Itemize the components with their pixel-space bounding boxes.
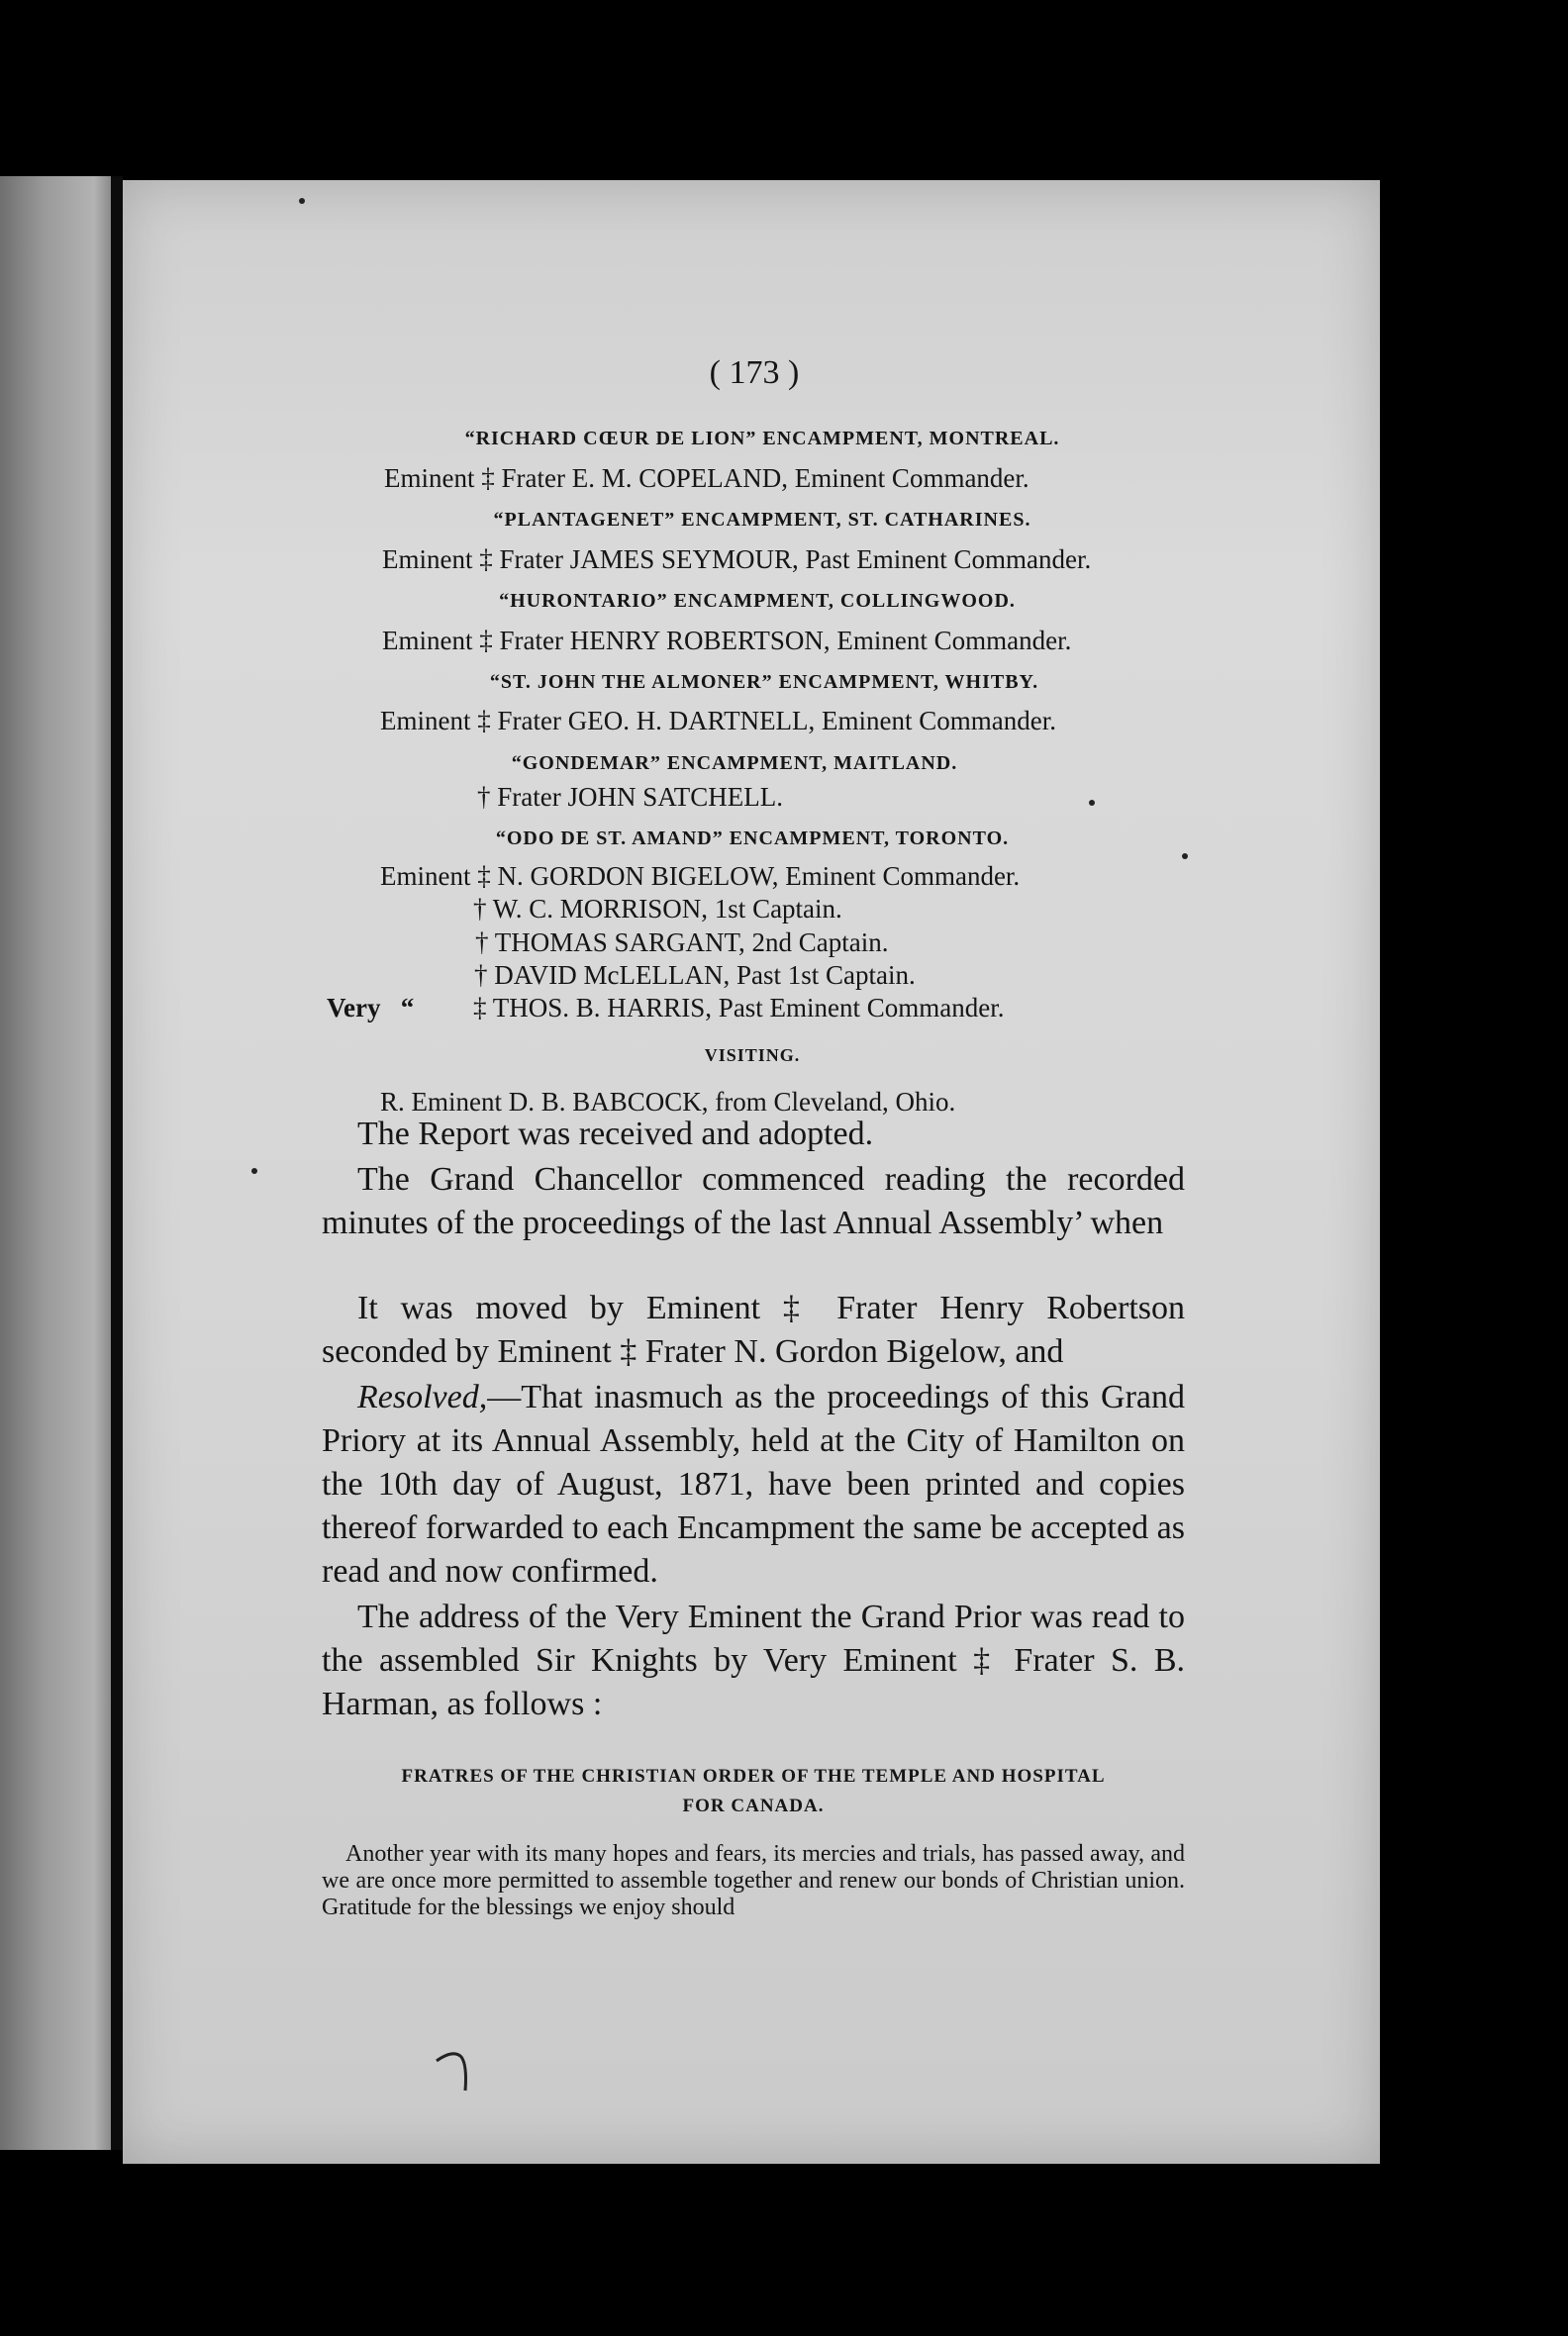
address-heading-line-2: FOR CANADA. (682, 1796, 825, 1816)
encampment-heading-toronto: “ODO DE ST. AMAND” ENCAMPMENT, TORONTO. (495, 827, 1010, 849)
left-page-edge (0, 176, 111, 2150)
paragraph-address-intro: The address of the Very Eminent the Grand Prior was read to the assembled Sir Knights by Very Eminent ‡ Frater S. B. Harman, as follows : (322, 1599, 1185, 1722)
member-line: Eminent ‡ Frater GEO. H. DARTNELL, Eminent Commander. (380, 706, 1057, 735)
address-heading (322, 1762, 1185, 1821)
paragraph-report: The Report was received and adopted. (357, 1116, 874, 1152)
book-gutter (111, 176, 123, 2150)
paper-speck (1182, 853, 1188, 859)
paragraph-moved: It was moved by Eminent ‡ Frater Henry Robertson seconded by Eminent ‡ Frater N. Gordon Bigelow, and (322, 1290, 1185, 1370)
encampment-heading-maitland: “GONDEMAR” ENCAMPMENT, MAITLAND. (511, 752, 958, 774)
address-heading-line-1: FRATRES OF THE CHRISTIAN ORDER OF THE TEMPLE AND HOSPITAL (401, 1766, 1106, 1787)
very-prefix: Very “ (327, 993, 415, 1022)
paper-speck (251, 1168, 257, 1174)
member-line: Eminent ‡ Frater JAMES SEYMOUR, Past Eminent Commander. (382, 544, 1092, 574)
member-line: Eminent ‡ Frater E. M. COPELAND, Eminent Commander. (384, 463, 1029, 493)
encampment-heading-collingwood: “HURONTARIO” ENCAMPMENT, COLLINGWOOD. (499, 590, 1016, 612)
member-line: Eminent ‡ N. GORDON BIGELOW, Eminent Commander. (380, 861, 1021, 891)
member-line: † DAVID McLELLAN, Past 1st Captain. (474, 960, 916, 990)
visiting-line: R. Eminent D. B. BABCOCK, from Cleveland, Ohio. (380, 1087, 956, 1117)
address-text: Another year with its many hopes and fears, its mercies and trials, has passed away, and we are once more permitted to assemble together and renew our bonds of Christian union. Gratitude for the blessings we enjoy should (322, 1841, 1185, 1920)
pencil-mark (432, 2047, 491, 2096)
encampment-heading-montreal: “RICHARD CŒUR DE LION” ENCAMPMENT, MONTREAL. (464, 428, 1060, 449)
member-line: Eminent ‡ Frater HENRY ROBERTSON, Eminent Commander. (382, 626, 1072, 655)
member-line: † W. C. MORRISON, 1st Captain. (473, 894, 842, 924)
paragraph-chancellor: The Grand Chancellor commenced reading the recorded minutes of the proceedings of the last Annual Assembly’ when (322, 1161, 1185, 1241)
paper-speck (299, 198, 305, 204)
resolved-italic: Resolved, (357, 1379, 488, 1415)
resolved-text: —That inasmuch as the proceedings of this Grand Priory at its Annual Assembly, held at the City of Hamilton on the 10th day of August, 1871, have been printed and copies thereof forwarded to each Encampment the same be accepted as read and now confirmed. (322, 1379, 1185, 1590)
page-number: ( 173 ) (709, 354, 800, 391)
encampment-heading-whitby: “ST. JOHN THE ALMONER” ENCAMPMENT, WHITBY. (489, 671, 1039, 693)
member-line: † THOMAS SARGANT, 2nd Captain. (475, 927, 889, 957)
paragraph-resolved (322, 1376, 1185, 1594)
member-line: † Frater JOHN SATCHELL. (477, 782, 783, 812)
member-line: ‡ THOS. B. HARRIS, Past Eminent Commander. (473, 993, 1005, 1022)
paper-speck (1089, 800, 1095, 806)
visiting-heading: VISITING. (704, 1045, 801, 1065)
encampment-heading-st-catharines: “PLANTAGENET” ENCAMPMENT, ST. CATHARINES. (493, 509, 1031, 531)
